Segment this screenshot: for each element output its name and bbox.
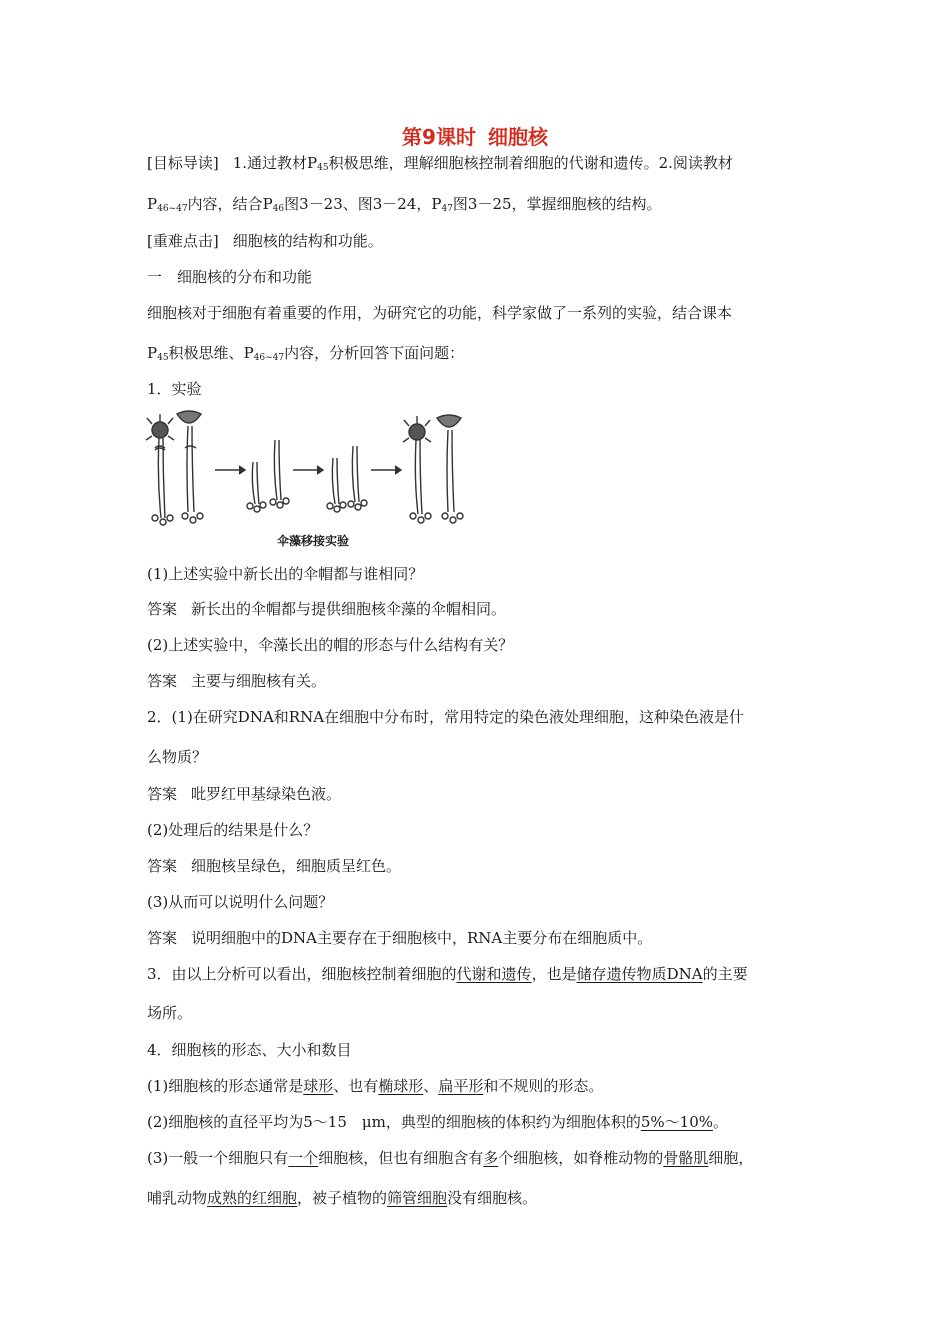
goals-line-2 <box>147 193 662 220</box>
point4-s3 <box>147 1147 753 1169</box>
answer-label: 答案 <box>147 600 178 618</box>
point4-text: (1)细胞核的形态通常是 <box>147 1077 304 1095</box>
experiment-q1: (1)上述实验中新长出的伞帽都与谁相同？ <box>147 565 424 583</box>
grafting-experiment-figure <box>143 410 483 560</box>
experiment-a1 <box>147 598 506 620</box>
goals-line-1 <box>147 152 733 179</box>
q2-line-1: 2．(1)在研究DNA和RNA在细胞中分布时，常用特定的染色液处理细胞，这种染色液是什 <box>147 708 745 726</box>
point3-line-1 <box>147 963 748 985</box>
fill-blank-answer: 一个 <box>288 1149 319 1167</box>
point4-text: 细胞， <box>708 1149 754 1167</box>
experiment-a2 <box>147 670 326 692</box>
lesson-number: 第9课时 <box>402 125 476 149</box>
page-ref: P <box>262 195 273 213</box>
point4-text: 细胞核，但也有细胞含有 <box>318 1149 484 1167</box>
point4-s2 <box>147 1111 728 1133</box>
point4-s1 <box>147 1075 603 1097</box>
point4-text: ，被子植物的 <box>297 1189 388 1207</box>
fill-blank-answer: 筛管细胞 <box>387 1189 448 1207</box>
q2-a2 <box>147 855 401 877</box>
page-ref-sub: 46~47 <box>157 204 188 214</box>
point4-s3-line-2 <box>147 1187 537 1209</box>
q2-line-2: 么物质？ <box>147 748 208 766</box>
alga-umbrella-cap-1 <box>177 411 203 523</box>
answer-text: 新长出的伞帽都与提供细胞核伞藻的伞帽相同。 <box>191 600 507 618</box>
page-ref: P <box>147 195 158 213</box>
goals-label: [目标导读] <box>147 154 219 172</box>
page-ref: P <box>243 344 254 362</box>
key-points-label: [重难点击] <box>147 232 219 250</box>
fill-blank-answer: 代谢和遗传 <box>456 965 532 983</box>
point3-text: ，也是 <box>531 965 577 983</box>
page-ref: P <box>147 344 158 362</box>
page-title <box>0 124 950 150</box>
answer-text: 细胞核呈绿色，细胞质呈红色。 <box>191 857 402 875</box>
goals-text: 图3－23、图3－24， <box>284 195 432 213</box>
answer-text: 吡罗红甲基绿染色液。 <box>191 785 342 803</box>
fill-blank-answer: 椭球形 <box>378 1077 424 1095</box>
goals-text: 图3－25，掌握细胞核的结构。 <box>452 195 662 213</box>
lesson-topic: 细胞核 <box>487 125 548 149</box>
page-ref-sub: 45 <box>157 353 169 363</box>
page-ref: P <box>431 195 442 213</box>
page-ref-sub: 47 <box>441 204 453 214</box>
answer-text: 说明细胞中的DNA主要存在于细胞核中，RNA主要分布在细胞质中。 <box>191 929 653 947</box>
goals-text: 积极思维，理解细胞核控制着细胞的代谢和遗传。2.阅读教材 <box>328 154 733 172</box>
answer-text: 主要与细胞核有关。 <box>191 672 327 690</box>
fill-blank-answer: 储存遗传物质DNA <box>576 965 703 983</box>
q2-a3 <box>147 927 652 949</box>
section1-heading: 一 细胞核的分布和功能 <box>147 268 313 286</box>
key-points <box>147 230 383 252</box>
grafting-illustration <box>143 410 483 530</box>
fill-blank-answer: 骨骼肌 <box>663 1149 709 1167</box>
regenerated-caps <box>403 415 463 523</box>
q2-q2: (2)处理后的结果是什么？ <box>147 821 319 839</box>
point4-heading: 4．细胞核的形态、大小和数目 <box>147 1041 352 1059</box>
page-ref-sub: 46 <box>272 204 285 214</box>
answer-label: 答案 <box>147 857 178 875</box>
point4-text: 没有细胞核。 <box>447 1189 538 1207</box>
fill-blank-answer: 扁平形 <box>438 1077 484 1095</box>
answer-label: 答案 <box>147 672 178 690</box>
fill-blank-answer: 多 <box>483 1149 499 1167</box>
answer-label: 答案 <box>147 929 178 947</box>
experiment-heading: 1．实验 <box>147 380 202 398</box>
figure-caption: 伞藻移接实验 <box>276 534 349 548</box>
point3-text: 的主要 <box>702 965 748 983</box>
fill-blank-answer: 球形 <box>303 1077 334 1095</box>
experiment-q2: (2)上述实验中，伞藻长出的帽的形态与什么结构有关？ <box>147 636 514 654</box>
page-ref-sub: 45 <box>317 163 329 173</box>
point3-line-2: 场所。 <box>147 1004 193 1022</box>
point4-text: 哺乳动物 <box>147 1189 208 1207</box>
q2-a1 <box>147 783 341 805</box>
point4-text: (3)一般一个细胞只有 <box>147 1149 289 1167</box>
point4-text: 、 <box>423 1077 439 1095</box>
point4-text: 和不规则的形态。 <box>483 1077 604 1095</box>
point4-text: (2)细胞核的直径平均为5～15 μm，典型的细胞核的体积约为细胞体积的 <box>147 1113 641 1131</box>
intro-text: 积极思维、 <box>168 344 244 362</box>
page-ref: P <box>307 154 318 172</box>
grafted-stalks-2 <box>327 446 367 512</box>
point3-text: 3．由以上分析可以看出，细胞核控制着细胞的 <box>147 965 457 983</box>
fill-blank-answer: 5%～10% <box>640 1113 713 1131</box>
page-ref-sub: 46~47 <box>253 353 285 363</box>
point4-text: 、也有 <box>333 1077 379 1095</box>
alga-flower-cap-1 <box>146 414 174 525</box>
grafted-stalks-1 <box>247 440 289 512</box>
intro-text: 内容，分析回答下面问题： <box>284 344 465 362</box>
goals-text: 内容，结合 <box>187 195 263 213</box>
fill-blank-answer: 成熟的红细胞 <box>207 1189 298 1207</box>
point4-text: 。 <box>713 1113 729 1131</box>
section1-intro-1: 细胞核对于细胞有着重要的作用，为研究它的功能，科学家做了一系列的实验，结合课本 <box>147 304 733 322</box>
section1-intro-2 <box>147 342 464 369</box>
q2-q3: (3)从而可以说明什么问题？ <box>147 893 334 911</box>
goals-text: 1.通过教材 <box>232 154 308 172</box>
point4-text: 个细胞核，如脊椎动物的 <box>498 1149 664 1167</box>
answer-label: 答案 <box>147 785 178 803</box>
key-points-text: 细胞核的结构和功能。 <box>232 232 383 250</box>
